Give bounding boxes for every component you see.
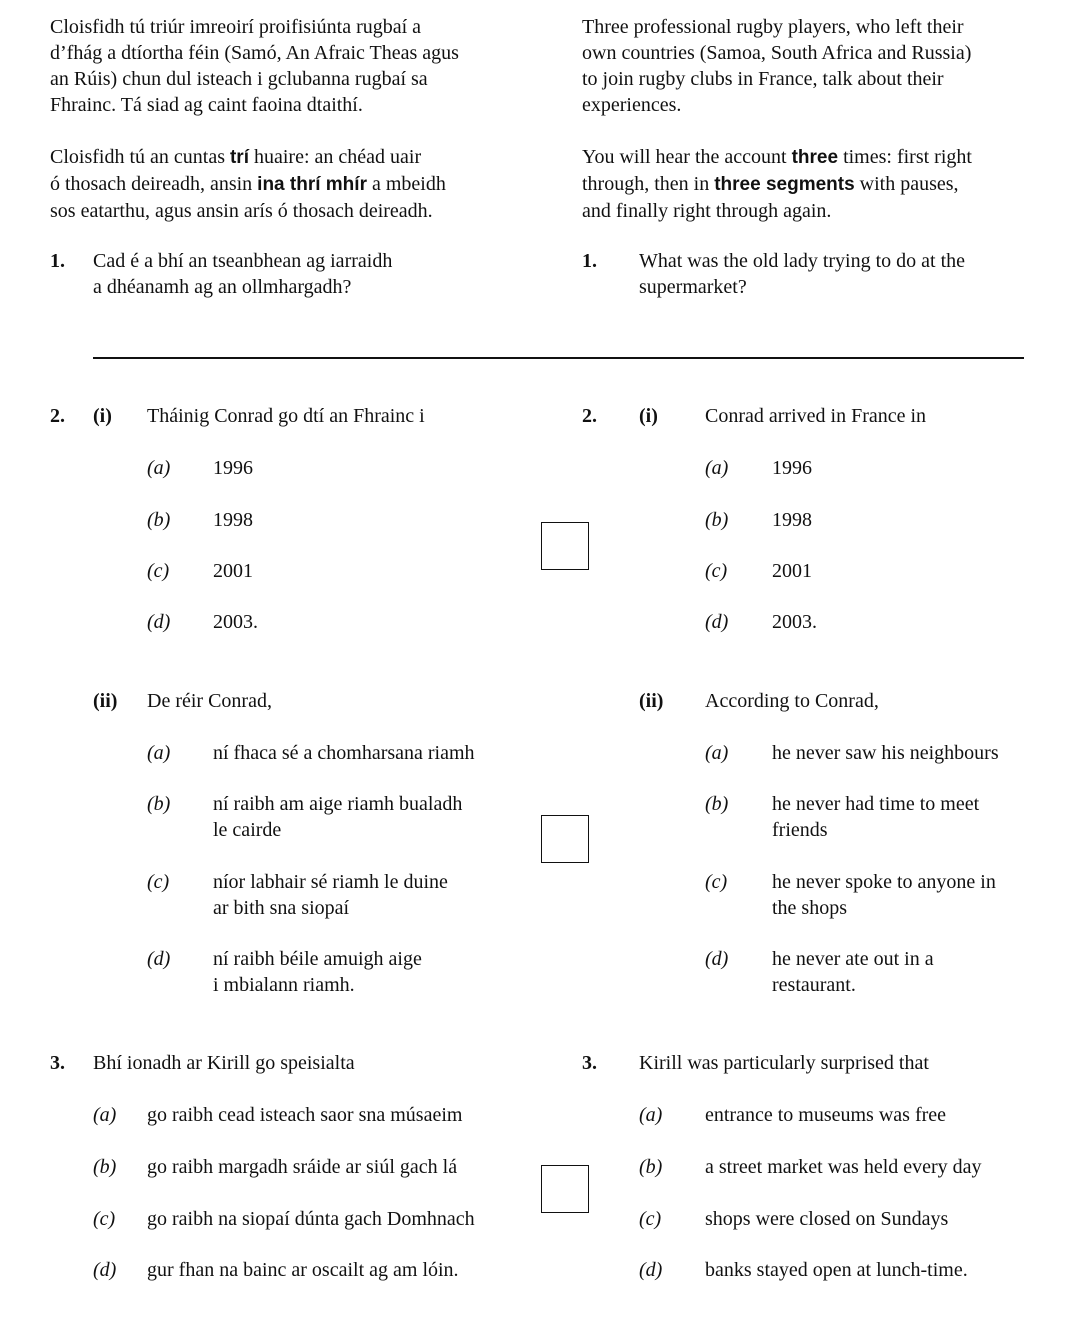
option-text-en: he never ate out in a restaurant. [772, 948, 934, 996]
question-2-part-i-label-en: (i) [639, 405, 658, 427]
text-line: Cloisfidh tú an cuntas trí huaire: an chéad uair [50, 146, 422, 168]
option-text-en: he never spoke to anyone in the shops [772, 871, 996, 919]
question-2-part-ii-text-ga: De réir Conrad, [147, 690, 272, 712]
option-letter: (b) [147, 509, 171, 531]
intro-english-paragraph-1 [582, 14, 971, 118]
option-text-en: shops were closed on Sundays [705, 1208, 949, 1230]
question-1-text-en: What was the old lady trying to do at the supermarket? [639, 250, 966, 298]
question-2-number-ga: 2. [50, 405, 65, 427]
option-letter: (b) [93, 1156, 117, 1178]
text-line: Fhrainc. Tá siad ag caint faoina dtaithí. [50, 94, 363, 116]
answer-box-q2-ii[interactable] [541, 815, 589, 863]
text-line: an Rúis) chun dul isteach i gclubanna rugbaí sa [50, 68, 428, 90]
option-letter: (d) [147, 611, 171, 633]
question-1-number-en: 1. [582, 250, 597, 272]
question-2-part-ii-label-ga: (ii) [93, 690, 118, 712]
question-3-number-ga: 3. [50, 1052, 65, 1074]
option-letter: (a) [93, 1104, 117, 1126]
text-line: ó thosach deireadh, ansin ina thrí mhír a mbeidh [50, 173, 446, 195]
option-text-ga: ní raibh béile amuigh aige i mbialann riamh. [213, 948, 422, 996]
option-letter: (a) [705, 457, 729, 479]
option-text-ga: níor labhair sé riamh le duine ar bith sna siopaí [213, 871, 448, 919]
option-letter: (b) [705, 509, 729, 531]
answer-box-q2-i[interactable] [541, 522, 589, 570]
option-text-en: he never had time to meet friends [772, 793, 980, 841]
question-2-part-ii-text-en: According to Conrad, [705, 690, 879, 712]
option-letter: (a) [147, 742, 171, 764]
option-text-ga: go raibh cead isteach saor sna músaeim [147, 1104, 463, 1126]
text-line: to join rugby clubs in France, talk about their [582, 68, 944, 90]
option-text-ga: 1996 [213, 457, 253, 479]
option-text-en: he never saw his neighbours [772, 742, 999, 764]
option-letter: (c) [147, 871, 170, 893]
option-text-ga: go raibh margadh sráide ar siúl gach lá [147, 1156, 458, 1178]
option-text-en: a street market was held every day [705, 1156, 982, 1178]
option-text-en: 2003. [772, 611, 817, 633]
intro-irish-paragraph-2 [50, 144, 446, 224]
option-letter: (d) [705, 948, 729, 970]
option-letter: (b) [639, 1156, 663, 1178]
option-text-en: 1996 [772, 457, 812, 479]
option-text-ga: 2001 [213, 560, 253, 582]
option-text-ga: ní raibh am aige riamh bualadh le cairde [213, 793, 463, 841]
question-2-number-en: 2. [582, 405, 597, 427]
intro-english-paragraph-2 [582, 144, 972, 224]
option-letter: (d) [639, 1259, 663, 1281]
question-2-part-i-text-en: Conrad arrived in France in [705, 405, 927, 427]
text-line: own countries (Samoa, South Africa and Russia) [582, 42, 972, 64]
question-1-number-ga: 1. [50, 250, 65, 272]
question-2-part-ii-label-en: (ii) [639, 690, 664, 712]
text-line: sos eatarthu, agus ansin arís ó thosach deireadh. [50, 200, 433, 222]
option-letter: (d) [93, 1259, 117, 1281]
question-3-text-ga: Bhí ionadh ar Kirill go speisialta [93, 1052, 355, 1074]
question-2-part-i-text-ga: Tháinig Conrad go dtí an Fhrainc i [147, 405, 425, 427]
option-letter: (c) [147, 560, 170, 582]
option-letter: (a) [639, 1104, 663, 1126]
option-text-ga: 1998 [213, 509, 253, 531]
option-letter: (a) [705, 742, 729, 764]
question-2-part-i-label-ga: (i) [93, 405, 112, 427]
question-3-number-en: 3. [582, 1052, 597, 1074]
intro-irish-paragraph-1 [50, 14, 459, 118]
option-letter: (a) [147, 457, 171, 479]
answer-line-q1[interactable] [93, 357, 1024, 359]
option-letter: (c) [93, 1208, 116, 1230]
option-text-ga: go raibh na siopaí dúnta gach Domhnach [147, 1208, 475, 1230]
option-text-en: 1998 [772, 509, 812, 531]
question-1-text-ga: Cad é a bhí an tseanbhean ag iarraidh a dhéanamh ag an ollmhargadh? [93, 250, 393, 298]
answer-box-q3[interactable] [541, 1165, 589, 1213]
option-letter: (c) [705, 560, 728, 582]
option-text-ga: 2003. [213, 611, 258, 633]
text-line: Three professional rugby players, who left their [582, 16, 964, 38]
text-line: experiences. [582, 94, 682, 116]
option-letter: (d) [147, 948, 171, 970]
option-text-en: banks stayed open at lunch-time. [705, 1259, 968, 1281]
option-letter: (b) [147, 793, 171, 815]
option-text-ga: gur fhan na bainc ar oscailt ag am lóin. [147, 1259, 459, 1281]
option-letter: (d) [705, 611, 729, 633]
option-letter: (c) [639, 1208, 662, 1230]
option-letter: (c) [705, 871, 728, 893]
text-line: Cloisfidh tú triúr imreoirí proifisiúnta rugbaí a [50, 16, 422, 38]
option-text-en: entrance to museums was free [705, 1104, 947, 1126]
text-line: You will hear the account three times: first right [582, 146, 972, 168]
option-text-en: 2001 [772, 560, 812, 582]
text-line: and finally right through again. [582, 200, 832, 222]
text-line: d’fhág a dtíortha féin (Samó, An Afraic Theas agus [50, 42, 459, 64]
option-text-ga: ní fhaca sé a chomharsana riamh [213, 742, 475, 764]
option-letter: (b) [705, 793, 729, 815]
text-line: through, then in three segments with pauses, [582, 173, 959, 195]
question-3-text-en: Kirill was particularly surprised that [639, 1052, 929, 1074]
